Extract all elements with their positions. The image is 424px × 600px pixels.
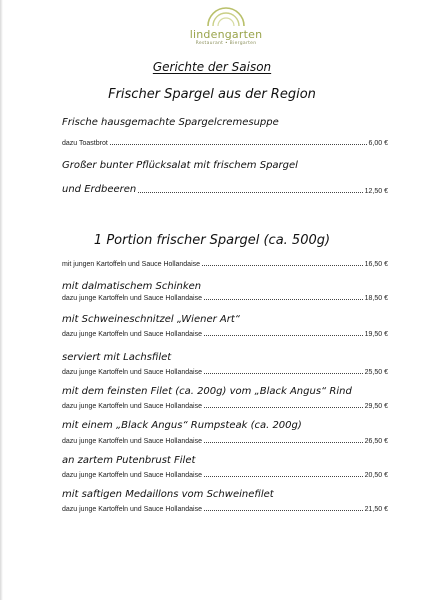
dish-name: mit saftigen Medaillons vom Schweinefilet bbox=[62, 489, 274, 500]
dotted-leader bbox=[204, 373, 363, 374]
dish-price: 18,50 € bbox=[364, 295, 388, 302]
dotted-leader bbox=[204, 299, 363, 300]
menu-row bbox=[62, 292, 388, 302]
dotted-leader bbox=[204, 442, 363, 443]
dish-name: serviert mit Lachsfilet bbox=[62, 352, 172, 363]
dish-name: mit dalmatischem Schinken bbox=[62, 281, 202, 292]
dish-description: dazu junge Kartoffeln und Sauce Hollandaise bbox=[62, 438, 202, 445]
dish-description: mit jungen Kartoffeln und Sauce Hollandaise bbox=[62, 261, 201, 268]
dish-price: 21,50 € bbox=[364, 506, 388, 513]
dish-description: dazu Toastbrot bbox=[62, 140, 108, 147]
dish-description: dazu junge Kartoffeln und Sauce Hollandaise bbox=[62, 506, 202, 513]
section-title: Gerichte der Saison bbox=[152, 60, 272, 74]
section-subtitle: Frischer Spargel aus der Region bbox=[108, 87, 316, 102]
dish-name: mit einem „Black Angus“ Rumpsteak (ca. 200g) bbox=[62, 420, 302, 431]
dish-name: und Erdbeeren bbox=[62, 184, 137, 195]
portion-title: 1 Portion frischer Spargel (ca. 500g) bbox=[93, 233, 331, 248]
menu-row bbox=[62, 469, 388, 479]
menu-row bbox=[62, 137, 388, 147]
restaurant-logo bbox=[186, 5, 266, 49]
dish-description: dazu junge Kartoffeln und Sauce Hollandaise bbox=[62, 403, 202, 410]
dish-description: dazu junge Kartoffeln und Sauce Hollandaise bbox=[62, 369, 202, 376]
dotted-leader bbox=[204, 335, 363, 336]
dish-description: dazu junge Kartoffeln und Sauce Hollandaise bbox=[62, 331, 202, 338]
menu-row bbox=[62, 258, 388, 268]
dish-description: dazu junge Kartoffeln und Sauce Hollandaise bbox=[62, 472, 202, 479]
dish-price: 25,50 € bbox=[364, 369, 388, 376]
menu-row bbox=[62, 328, 388, 338]
arch-logo-icon bbox=[204, 5, 248, 27]
dish-price: 12,50 € bbox=[364, 188, 388, 195]
dotted-leader bbox=[204, 476, 363, 477]
dish-price: 26,50 € bbox=[364, 438, 388, 445]
dish-name: Großer bunter Pflücksalat mit frischem Spargel bbox=[62, 160, 298, 171]
logo-tagline: Restaurant • Biergarten bbox=[195, 41, 257, 46]
dish-name: Frische hausgemachte Spargelcremesuppe bbox=[62, 117, 279, 128]
menu-row bbox=[62, 366, 388, 376]
dotted-leader bbox=[202, 265, 363, 266]
menu-row bbox=[62, 400, 388, 410]
dish-description: dazu junge Kartoffeln und Sauce Hollandaise bbox=[62, 295, 202, 302]
dotted-leader bbox=[204, 407, 363, 408]
dish-price: 19,50 € bbox=[364, 331, 388, 338]
dotted-leader bbox=[138, 192, 362, 193]
logo-name: lindengarten bbox=[189, 28, 263, 41]
dish-name: an zartem Putenbrust Filet bbox=[62, 455, 196, 466]
menu-row bbox=[62, 503, 388, 513]
menu-row bbox=[62, 182, 388, 195]
dotted-leader bbox=[110, 144, 367, 145]
dish-name: mit dem feinsten Filet (ca. 200g) vom „Black Angus“ Rind bbox=[62, 386, 352, 397]
dish-price: 6,00 € bbox=[368, 140, 388, 147]
dish-name: mit Schweineschnitzel „Wiener Art“ bbox=[62, 314, 240, 325]
menu-row bbox=[62, 435, 388, 445]
dish-price: 20,50 € bbox=[364, 472, 388, 479]
dotted-leader bbox=[204, 510, 363, 511]
dish-price: 16,50 € bbox=[364, 261, 388, 268]
dish-price: 29,50 € bbox=[364, 403, 388, 410]
